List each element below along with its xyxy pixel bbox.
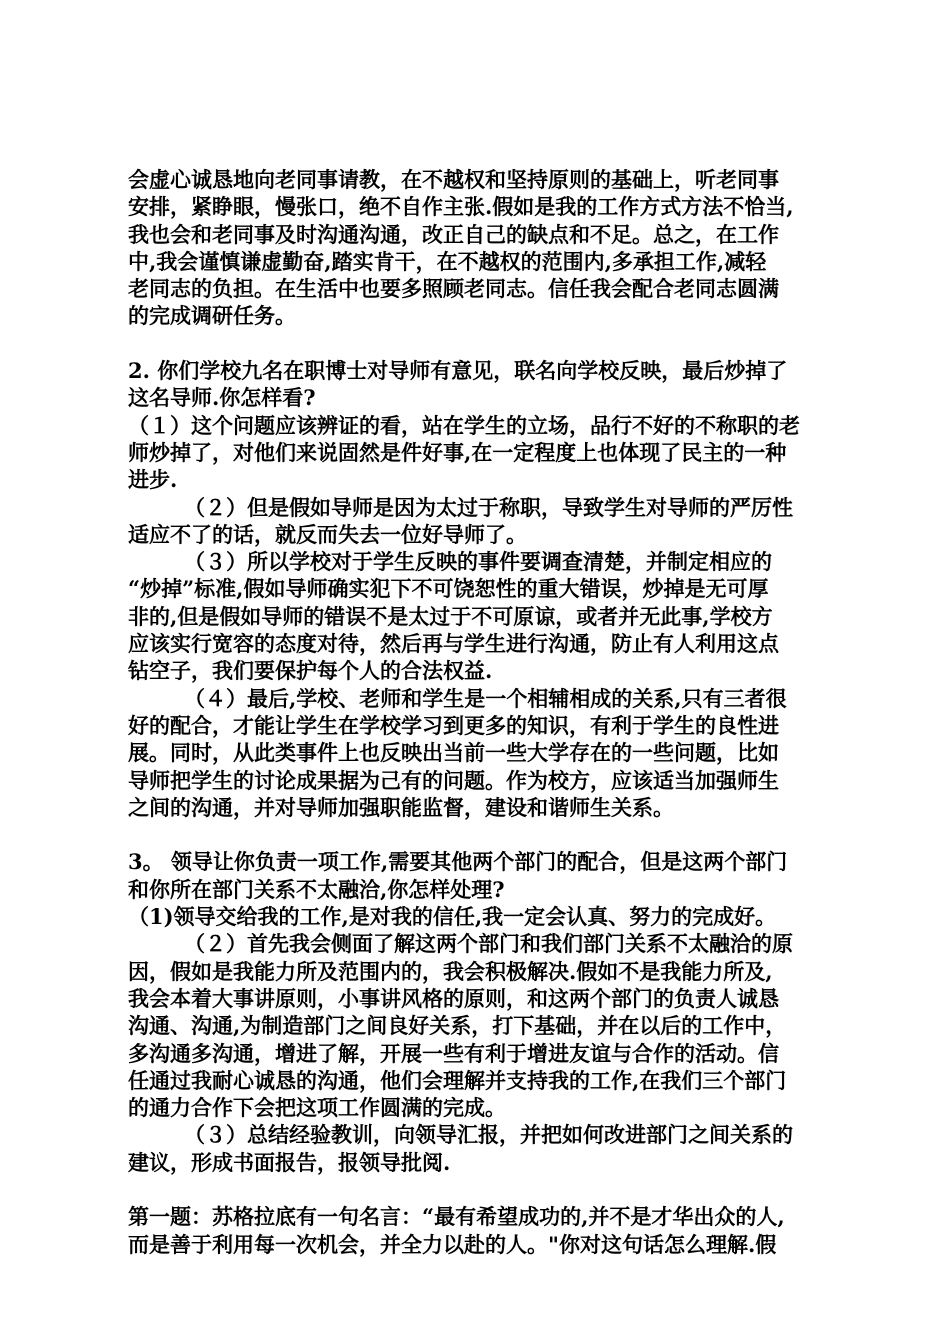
text-line: 的通力合作下会把这项工作圆满的完成。 [128,1095,506,1121]
paragraph [128,930,840,957]
paragraph [128,521,840,548]
text-line: 的完成调研任务。 [128,303,296,329]
text-line: 之间的沟通，并对导师加强职能监督，建设和谐师生关系。 [128,794,674,820]
text-line: 多沟通多沟通，增进了解，开展一些有利于增进友谊与合作的活动。信 [128,1040,779,1066]
paragraph [128,166,840,330]
text-line: “炒掉”标准,假如导师确实犯下不可饶恕性的重大错误，炒掉是无可厚 [128,576,769,602]
text-line: 展。同时，从此类事件上也反映出当前一些大学存在的一些问题，比如 [128,740,779,766]
paragraph [128,848,840,930]
text-line: 而是善于利用每一次机会，并全力以赴的人。"你对这句话怎么理解.假 [128,1231,777,1257]
text-line: 这名导师.你怎样看? [128,385,316,411]
text-line: 因，假如是我能力所及范围内的，我会积极解决.假如不是我能力所及, [128,958,773,984]
text-line: 3。 领导让你负责一项工作,需要其他两个部门的配合，但是这两个部门 [128,849,788,875]
text-line: 老同志的负担。在生活中也要多照顾老同志。信任我会配合老同志圆满 [128,276,779,302]
text-line: 我会本着大事讲原则，小事讲风格的原则，和这两个部门的负责人诚恳 [128,985,779,1011]
text-line: （３）所以学校对于学生反映的事件要调查清楚，并制定相应的 [184,549,772,575]
text-line: （1)领导交给我的工作,是对我的信任,我一定会认真、努力的完成好。 [128,904,777,930]
text-line: 适应不了的话，就反而失去一位好导师了。 [128,521,527,547]
text-line: 2. 你们学校九名在职博士对导师有意见，联名向学校反映，最后炒掉了 [128,358,788,384]
text-line: 我也会和老同事及时沟通沟通，改正自己的缺点和不足。总之，在工作 [128,221,779,247]
paragraph [128,494,840,521]
text-line: 沟通、沟通,为制造部门之间良好关系，打下基础，并在以后的工作中， [128,1013,787,1039]
paragraph [128,1121,840,1148]
text-line: 任通过我耐心诚恳的沟通，他们会理解并支持我的工作,在我们三个部门 [128,1067,787,1093]
paragraph-gap [128,821,840,848]
paragraph-gap [128,1176,840,1203]
text-line: 师炒掉了，对他们来说固然是件好事,在一定程度上也体现了民主的一种 [128,439,787,465]
text-line: 导师把学生的讨论成果据为己有的问题。作为校方，应该适当加强师生 [128,767,779,793]
text-line: （２）但是假如导师是因为太过于称职，导致学生对导师的严厉性 [184,494,793,520]
paragraph [128,575,840,684]
document-page [128,166,840,1258]
text-line: （２）首先我会侧面了解这两个部门和我们部门关系不太融洽的原 [184,931,793,957]
text-line: 安排，紧睁眼，慢张口，绝不自作主张.假如是我的工作方式方法不恰当, [128,194,794,220]
paragraph [128,1203,840,1258]
text-line: 和你所在部门关系不太融洽,你怎样处理? [128,876,505,902]
paragraph [128,712,840,821]
text-line: 建议，形成书面报告，报领导批阅. [128,1149,451,1175]
paragraph [128,548,840,575]
paragraph [128,1149,840,1176]
paragraph-gap [128,330,840,357]
text-line: 会虚心诚恳地向老同事请教，在不越权和坚持原则的基础上，听老同事 [128,167,779,192]
text-line: （３）总结经验教训，向领导汇报，并把如何改进部门之间关系的 [184,1122,793,1148]
text-line: （４）最后,学校、老师和学生是一个相辅相成的关系,只有三者很 [184,685,787,711]
text-line: 应该实行宽容的态度对待，然后再与学生进行沟通，防止有人利用这点 [128,631,779,657]
paragraph [128,357,840,493]
paragraph [128,958,840,1122]
paragraph [128,685,840,712]
text-line: 进步. [128,467,178,493]
text-line: 钻空子，我们要保护每个人的合法权益. [128,658,493,684]
text-line: 中,我会谨慎谦虚勤奋,踏实肯干，在不越权的范围内,多承担工作,减轻 [128,248,767,274]
text-line: 好的配合，才能让学生在学校学习到更多的知识，有利于学生的良性进 [128,712,779,738]
text-line: 非的,但是假如导师的错误不是太过于不可原谅，或者并无此事,学校方 [128,603,773,629]
text-line: 第一题：苏格拉底有一句名言：“最有希望成功的,并不是才华出众的人, [128,1204,785,1230]
text-line: （１）这个问题应该辨证的看，站在学生的立场，品行不好的不称职的老 [128,412,800,438]
